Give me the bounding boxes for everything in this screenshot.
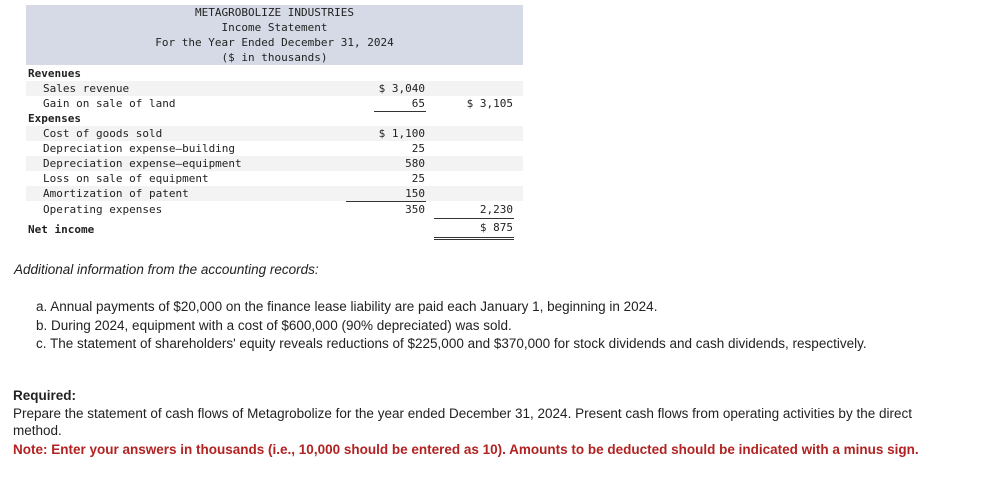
additional-item-a: a. Annual payments of $20,000 on the finance lease liability are paid each January 1, beginning in 2024. xyxy=(36,299,658,314)
statement-header xyxy=(26,5,523,65)
net-income-double-rule-top xyxy=(434,237,514,238)
expenses-heading: Expenses xyxy=(28,112,81,125)
additional-item-b: b. During 2024, equipment with a cost of $600,000 (90% depreciated) was sold. xyxy=(36,318,512,333)
expense-amount: 25 xyxy=(411,172,425,185)
statement-period: For the Year Ended December 31, 2024 xyxy=(155,36,394,49)
expense-amount: 350 xyxy=(405,203,425,216)
expense-label: Cost of goods sold xyxy=(43,127,163,140)
expense-label: Amortization of patent xyxy=(43,187,189,200)
revenue-label: Sales revenue xyxy=(43,82,130,95)
required-heading: Required: xyxy=(13,388,77,403)
net-income-amount: $ 875 xyxy=(479,221,513,234)
expense-amount: 150 xyxy=(405,187,425,200)
expenses-total-rule xyxy=(434,218,514,219)
revenue-amount: $ 3,040 xyxy=(378,82,425,95)
expense-amount: 580 xyxy=(405,157,425,170)
revenues-total: $ 3,105 xyxy=(466,97,513,110)
expense-label: Loss on sale of equipment xyxy=(43,172,209,185)
expenses-total: 2,230 xyxy=(479,203,513,216)
revenue-amount: 65 xyxy=(411,97,425,110)
additional-info-heading: Additional information from the accounting records: xyxy=(14,262,319,277)
company-name: METAGROBOLIZE INDUSTRIES xyxy=(195,6,354,19)
net-income-double-rule-bottom xyxy=(434,239,514,240)
expense-amount: $ 1,100 xyxy=(378,127,425,140)
expense-amount: 25 xyxy=(411,142,425,155)
expense-label: Depreciation expense—building xyxy=(43,142,236,155)
additional-item-c: c. The statement of shareholders' equity reveals reductions of $225,000 and $370,000 for stock dividends and cash dividends, respectively. xyxy=(36,336,867,351)
statement-title: Income Statement xyxy=(221,21,328,34)
net-income-label: Net income xyxy=(28,223,95,236)
revenue-label: Gain on sale of land xyxy=(43,97,176,110)
expense-label: Depreciation expense—equipment xyxy=(43,157,242,170)
expense-label: Operating expenses xyxy=(43,203,163,216)
revenues-heading: Revenues xyxy=(28,67,81,80)
required-text: Prepare the statement of cash flows of Metagrobolize for the year ended December 31, 2024. Present cash flows from operating activities by the direct method. xyxy=(13,406,912,438)
statement-units: ($ in thousands) xyxy=(221,51,328,64)
required-note: Note: Enter your answers in thousands (i.e., 10,000 should be entered as 10). Amounts to be deducted should be indicated with a minus sign. xyxy=(13,442,919,457)
revenues-subtotal-rule xyxy=(374,111,426,112)
